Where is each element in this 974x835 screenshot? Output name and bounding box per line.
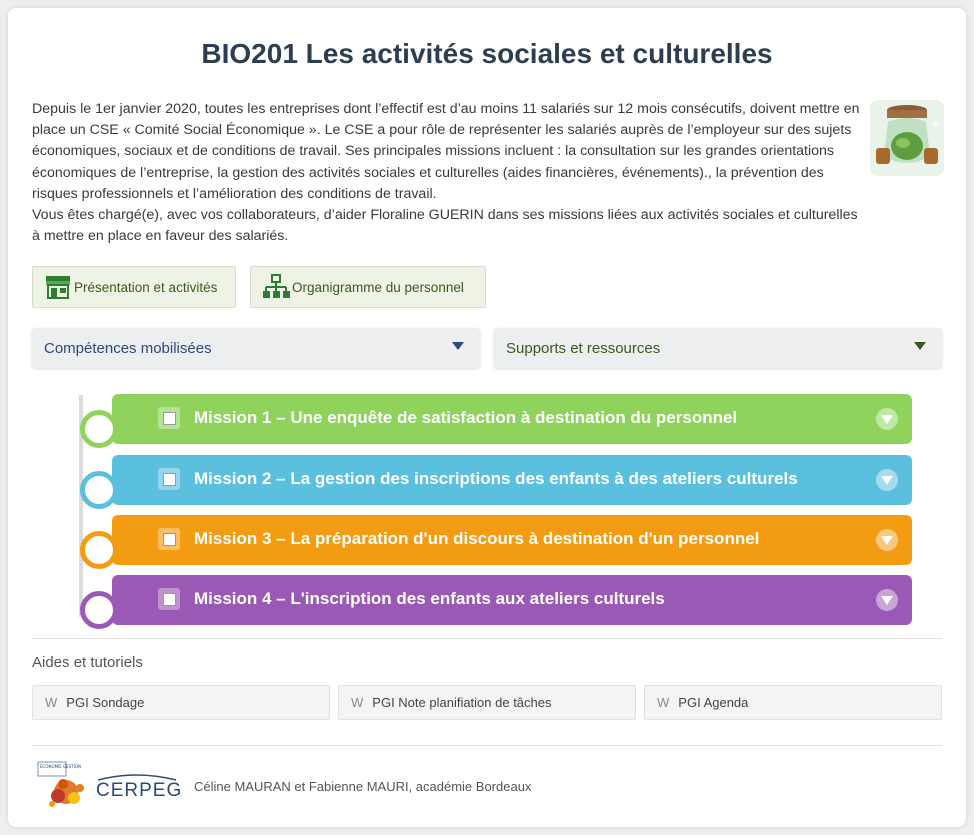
main-card [8, 8, 966, 827]
chevron-down-icon[interactable] [876, 529, 898, 551]
mission-2-checkbox[interactable] [158, 468, 180, 490]
mission-4-label: Mission 4 – L'inscription des enfants aux ateliers culturels [194, 589, 665, 608]
chevron-down-icon[interactable] [876, 589, 898, 611]
intro-paragraph-1: Depuis le 1er janvier 2020, toutes les entreprises dont l’effectif est d’au moins 11 salariés sur 12 mois consécutifs, doivent mettre en place un CSE « Comité Social Économique ». Le CSE a pour rôle de représenter les salariés auprès de l’employeur sur des sujets économiques, sociaux et de conditions de travail. Ses principales missions incluent : la consultation sur les grandes orientations économiques de l’entreprise, la gestion des activités sociales et culturelles (aides financières, événements)., la prévention des risques professionnels et l’amélioration des conditions de travail. [32, 101, 860, 202]
divider [32, 745, 942, 746]
competences-dropdown[interactable] [32, 328, 480, 368]
cerpeg-logo [36, 760, 184, 810]
mission-3-checkbox[interactable] [158, 528, 180, 550]
word-icon: W [45, 695, 58, 710]
footer-credits: Céline MAURAN et Fabienne MAURI, académie Bordeaux [194, 779, 532, 794]
mission-4-checkbox[interactable] [158, 588, 180, 610]
svg-text:ÉCONOMIE GESTION: ÉCONOMIE GESTION [40, 764, 81, 769]
mission-1-timeline-dot [80, 410, 118, 448]
mission-2[interactable] [112, 455, 912, 505]
tutorial-link-sondage[interactable] [32, 685, 330, 720]
presentation-button-label: Présentation et activités [74, 279, 218, 295]
mission-1-checkbox[interactable] [158, 407, 180, 429]
presentation-button[interactable] [32, 266, 236, 308]
mission-2-label: Mission 2 – La gestion des inscriptions des enfants à des ateliers culturels [194, 469, 798, 488]
tutorial-link-planification[interactable] [338, 685, 636, 720]
mission-3-timeline-dot [80, 531, 118, 569]
tutorial-label: PGI Note planifiation de tâches [372, 695, 552, 710]
activity-illustration [870, 100, 944, 176]
organigramme-button-label: Organigramme du personnel [292, 279, 464, 295]
mission-1-label: Mission 1 – Une enquête de satisfaction à destination du personnel [194, 408, 738, 427]
supports-dropdown[interactable] [494, 328, 942, 368]
word-icon: W [351, 695, 364, 710]
tutorial-link-agenda[interactable] [644, 685, 942, 720]
organigramme-button[interactable] [250, 266, 486, 308]
intro-paragraph-2: Vous êtes chargé(e), avec vos collaborateurs, d’aider Floraline GUERIN dans ses missions liées aux activités sociales et culturelles à mettre en place en faveur des salariés. [32, 207, 858, 245]
chevron-down-icon [452, 342, 464, 350]
supports-dropdown-label: Supports et ressources [506, 339, 661, 357]
mission-4[interactable] [112, 575, 912, 625]
divider [32, 638, 942, 639]
intro-text [32, 99, 862, 247]
tutorial-label: PGI Sondage [66, 695, 145, 710]
page-title: BIO201 Les activités sociales et culturelles [201, 38, 773, 69]
competences-dropdown-label: Compétences mobilisées [44, 339, 212, 357]
mission-3[interactable] [112, 515, 912, 565]
word-icon: W [657, 695, 670, 710]
chevron-down-icon[interactable] [876, 469, 898, 491]
svg-text:CERPEG: CERPEG [96, 780, 183, 801]
aides-title: Aides et tutoriels [32, 654, 143, 671]
mission-2-timeline-dot [80, 471, 118, 509]
org-chart-icon [261, 272, 291, 302]
tutorial-label: PGI Agenda [678, 695, 749, 710]
mission-3-label: Mission 3 – La préparation d'un discours à destination d'un personnel [194, 529, 760, 548]
chevron-down-icon [914, 342, 926, 350]
mission-4-timeline-dot [80, 591, 118, 629]
chevron-down-icon[interactable] [876, 408, 898, 430]
mission-1[interactable] [112, 394, 912, 444]
store-icon [43, 272, 73, 302]
